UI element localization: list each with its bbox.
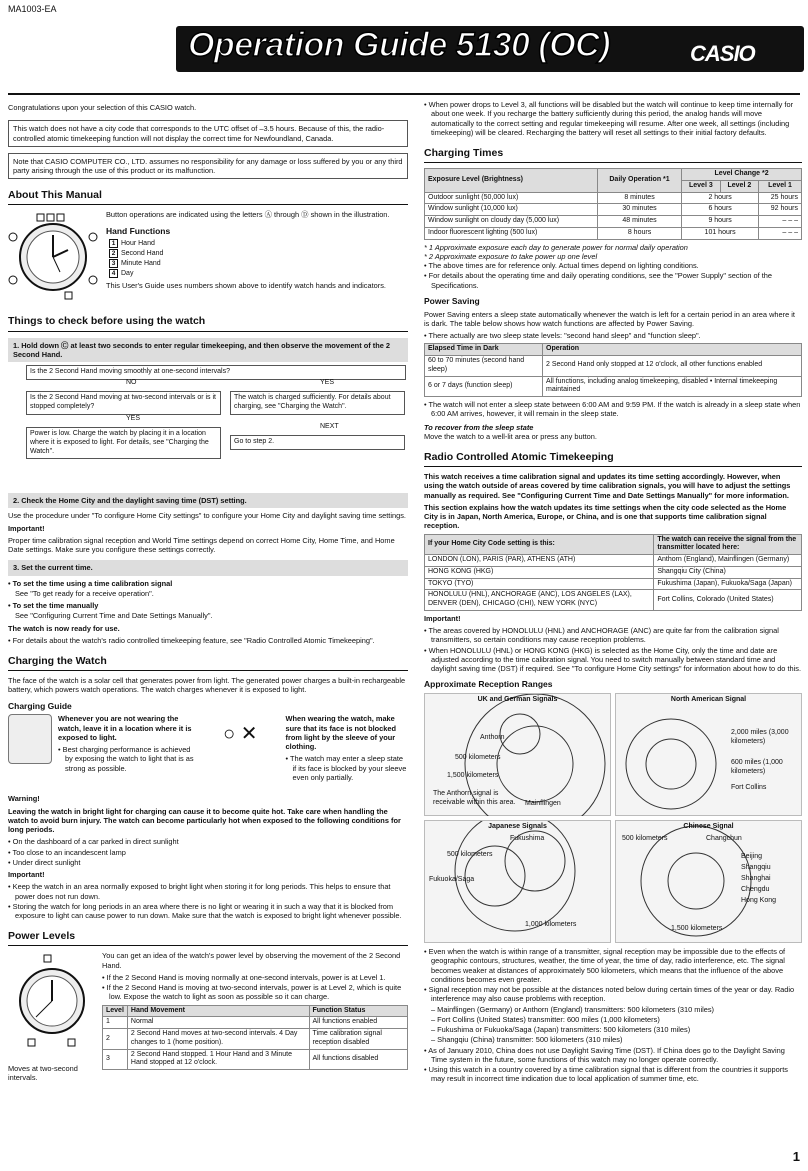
power-cell: 1 — [103, 1017, 128, 1029]
power-cell: Time calibration signal reception disabled — [309, 1029, 408, 1050]
map-label: Fukuoka/Saga — [429, 876, 475, 883]
distance-item: – Fort Collins (United States) transmitter: 600 miles (1,000 kilometers) — [431, 1014, 660, 1024]
ct-cell: 6 hours — [682, 204, 759, 216]
map-label: Beijing — [741, 853, 763, 860]
power-watch — [8, 951, 96, 1085]
ct-cell: 2 hours — [682, 192, 759, 204]
about-footer: This User's Guide uses numbers shown above to identify watch hands and indicators. — [106, 281, 386, 291]
map-label: 2,000 miles (3,000 kilometers) — [731, 729, 789, 745]
map-china — [615, 820, 802, 943]
header-rule — [8, 93, 800, 95]
rc-cell: HONOLULU (HNL), ANCHORAGE (ANC), LOS ANGELES (LAX), DENVER (DEN), CHICAGO (CHI), NEW YORK (NYC) — [425, 590, 654, 611]
ct-col: Level 3 — [682, 180, 720, 192]
power-cell: 3 — [103, 1049, 128, 1070]
map-label: 600 miles (1,000 kilometers) — [731, 759, 783, 775]
warning-item: • Under direct sunlight — [8, 858, 408, 867]
ct-cell: 30 minutes — [597, 204, 681, 216]
ct-col: Exposure Level (Brightness) — [425, 169, 598, 193]
sleeve-icons: ○ ✕ — [223, 723, 258, 746]
left-column — [8, 100, 408, 1085]
power-cell: 2 — [103, 1029, 128, 1050]
ct-cell: 48 minutes — [597, 216, 681, 228]
rc-cell: Fukushima (Japan), Fukuoka/Saga (Japan) — [654, 578, 802, 590]
final-item: • Using this watch in a country covered by a time calibration signal that is different from the countries it supports may result in incorrect time indication due to local application of summer time, etc. — [424, 1065, 802, 1084]
ct-col: Level 2 — [720, 180, 758, 192]
distance-item: – Mainflingen (Germany) or Anthorn (England) transmitters: 500 kilometers (310 miles) — [431, 1004, 715, 1014]
map-label: 1,500 kilometers — [671, 925, 723, 932]
ct-bullet: • For details about the operating time and daily operating conditions, see the "Power Supply" section of the Specifications. — [424, 271, 802, 290]
step-3b: • To set the time manually — [8, 601, 408, 610]
charging-guide-title: Charging Guide — [8, 700, 72, 711]
map-title: UK and German Signals — [477, 696, 558, 703]
distance-list — [424, 1005, 802, 1045]
note-box-2: Note that CASIO COMPUTER CO., LTD. assumes no responsibility for any damage or loss suffered by you or any third party arising through the use of this product or its malfunction. — [8, 153, 408, 180]
flow-q2: Is the 2 Second Hand moving at two-second intervals or is it stopped completely? — [26, 391, 221, 415]
step-1: 1. Hold down Ⓒ at least two seconds to enter regular timekeeping, and then observe the movement of the 2 Second Hand. — [8, 338, 408, 363]
power-heading: Power Levels — [8, 930, 408, 946]
map-label: 500 kilometers — [622, 835, 668, 842]
map-title: North American Signal — [670, 696, 747, 703]
step-2: 2. Check the Home City and the daylight saving time (DST) setting. — [8, 493, 408, 508]
map-label: Fort Collins — [731, 784, 767, 791]
hand-functions-list: 1 Hour Hand 2 Second Hand 3 Minute Hand 4 Day — [106, 239, 166, 278]
power-saving-bullet: • There actually are two sleep state levels: "second hand sleep" and "function sleep". — [424, 331, 802, 340]
guide-left-text: Whenever you are not wearing the watch, leave it in a location where it is exposed to light. — [58, 714, 192, 742]
ct-cell: 8 minutes — [597, 192, 681, 204]
note-box-1: This watch does not have a city code that corresponds to the UTC offset of –3.5 hours. Because of this, the radio-controlled atomic timekeeping function will not display the correct time for Newfoundland, Canada. — [8, 120, 408, 147]
important-label-1: Important! — [8, 523, 45, 533]
charging-guide-right — [286, 714, 408, 794]
charging-guide-left — [58, 714, 195, 794]
page-title: Operation Guide 5130 (OC) — [188, 26, 611, 64]
distance-item: – Fukushima or Fukuoka/Saga (Japan) transmitters: 500 kilometers (310 miles) — [431, 1025, 691, 1034]
ps-col: Elapsed Time in Dark — [425, 344, 543, 356]
ct-note: * 2 Approximate exposure to take power up one level — [424, 251, 598, 261]
map-label: 500 kilometers — [447, 851, 493, 858]
watch-diagram-icon — [8, 210, 98, 305]
power-cell: 2 Second Hand stopped. 1 Hour Hand and 3 Minute Hand stopped at 12 o'clock. — [127, 1049, 309, 1070]
warning-text: Leaving the watch in bright light for charging can cause it to become quite hot. Take care when handling the watch to avoid burn injury. The watch can become particularly hot when exposed to the following conditions for long periods. — [8, 806, 401, 834]
distance-item: – Shangqiu (China) transmitter: 500 kilometers (310 miles) — [431, 1035, 623, 1045]
ct-note: * 1 Approximate exposure each day to generate power for normal daily operation — [424, 242, 688, 252]
power-section — [8, 951, 408, 1085]
manual-code: MA1003-EA — [8, 4, 57, 14]
ct-cell: Outdoor sunlight (50,000 lux) — [425, 192, 598, 204]
flow-yes: YES — [320, 379, 335, 386]
power-bullet: • If the 2 Second Hand is moving at two-second intervals, power is at Level 2, which is quite low. Expose the watch to light as soon as possible so it can charge. — [102, 983, 408, 1002]
flow-yes2: YES — [126, 415, 141, 422]
map-label: Shangqiu — [741, 864, 771, 871]
ct-cell: 8 hours — [597, 227, 681, 239]
step-2-text: Use the procedure under "To configure Home City settings" to configure your Home City and daylight saving time settings. — [8, 511, 406, 521]
map-na-circles-icon — [616, 694, 802, 816]
ready-sub: • For details about the watch's radio controlled timekeeping feature, see "Radio Controlled Atomic Timekeeping". — [8, 636, 408, 645]
map-label: Fukushima — [510, 835, 545, 842]
page-number: 1 — [792, 1148, 800, 1164]
power-col: Hand Movement — [127, 1005, 309, 1017]
watch-illustration — [8, 210, 98, 305]
charging-text: The face of the watch is a solar cell that generates power from light. The generated power charges a built-in rechargeable battery, which powers watch operations. The watch charges whenever it is exposed to light. — [8, 676, 406, 695]
important-label-2: Important! — [8, 870, 45, 879]
map-north-america — [615, 693, 802, 816]
ready-text: The watch is now ready for use. — [8, 623, 120, 633]
ps-cell: 60 to 70 minutes (second hand sleep) — [425, 356, 543, 377]
power-col: Level — [103, 1005, 128, 1017]
radio-table — [424, 534, 802, 611]
about-section — [8, 210, 408, 305]
rc-cell: Fort Collins, Colorado (United States) — [654, 590, 802, 611]
ct-cell: 92 hours — [759, 204, 802, 216]
ps-cell: 6 or 7 days (function sleep) — [425, 376, 543, 397]
important-label-3: Important! — [424, 613, 461, 623]
important-item: • Keep the watch in an area normally exposed to bright light when storing it for long periods. This helps to ensure that power does not run down. — [8, 882, 408, 901]
step-3b-sub: See "Configuring Current Time and Date Settings Manually". — [15, 611, 213, 621]
power-cell: All functions enabled — [309, 1017, 408, 1029]
warning-item: • Too close to an incandescent lamp — [8, 848, 408, 857]
important-item: • Storing the watch for long periods in an area where there is no light or wearing it in such a way that it is blocked from exposure to light can cause power to run down. Make sure that the watch is exposed to bright light whenever possible. — [8, 902, 408, 921]
charging-guide — [8, 714, 408, 794]
flow-low: Power is low. Charge the watch by placing it in a location where it is exposed to light. For details, see "Charging the Watch". — [26, 427, 221, 459]
ct-cell: Indoor fluorescent lighting (500 lux) — [425, 227, 598, 239]
ranges-title: Approximate Reception Ranges — [424, 679, 553, 690]
right-column — [424, 100, 802, 1085]
step-3-list — [8, 579, 408, 621]
ct-cell: Window sunlight (10,000 lux) — [425, 204, 598, 216]
ct-col: Daily Operation *1 — [597, 169, 681, 193]
power-cell: Normal — [127, 1017, 309, 1029]
power-watch-icon — [8, 951, 96, 1061]
rc-cell: HONG KONG (HKG) — [425, 566, 654, 578]
flow-charged: The watch is charged sufficiently. For details about charging, see "Charging the Watch". — [230, 391, 405, 415]
map-label: 500 kilometers — [455, 754, 501, 761]
map-label: Anthorn — [480, 734, 505, 741]
charging-heading: Charging the Watch — [8, 655, 408, 671]
map-title: Chinese Signal — [683, 823, 734, 830]
ct-cell: Window sunlight on cloudy day (5,000 lux) — [425, 216, 598, 228]
important-item: • When HONOLULU (HNL) or HONG KONG (HKG) is selected as the Home City, only the time and date are adjusted according to the time calibration signal. You need to switch manually between standard time and daylight saving time (DST) if required. See "To configure Home City settings" for information about how to do this. — [424, 646, 802, 674]
rc-cell: Anthorn (England), Mainflingen (Germany) — [654, 555, 802, 567]
hand-1-label: Hour Hand — [121, 240, 155, 248]
important-list-2 — [8, 882, 408, 920]
power-saving-bullet-2: • The watch will not enter a sleep state between 6:00 AM and 9:59 PM. If the watch is already in a sleep state when 6:00 AM arrives, however, it will remain in the sleep state. — [424, 400, 802, 419]
final-item: • Even when the watch is within range of a transmitter, signal reception may be impossible due to the effects of geographic contours, structures, weather, the time of year, the time of day, radio interference, etc. The signal becomes weaker at distances of approximately 500 kilometers, which means that the influence of the above conditions becomes even greater. — [424, 947, 802, 984]
power-intro: You can get an idea of the watch's power level by observing the movement of the 2 Second Hand. — [102, 951, 401, 970]
radio-text-2: This section explains how the watch updates its time settings when the city code selected as the Home City is in Japan, North America, Europe, or China, and is one that supports time calibration signal reception. — [424, 502, 787, 531]
radio-heading: Radio Controlled Atomic Timekeeping — [424, 451, 802, 467]
power-cell: All functions disabled — [309, 1049, 408, 1070]
step-3: 3. Set the current time. — [8, 560, 408, 575]
about-text: Button operations are indicated using the letters Ⓐ through Ⓓ shown in the illustration. — [106, 210, 390, 220]
important-item: • The areas covered by HONOLULU (HNL) and ANCHORAGE (ANC) are quite far from the calibration signal transmitters, so certain conditions may cause reception problems. — [424, 626, 802, 645]
hand-2-label: Second Hand — [121, 250, 164, 257]
ct-cell: 101 hours — [682, 227, 759, 239]
rc-cell: Shangqiu City (China) — [654, 566, 802, 578]
warning-label: Warning! — [8, 794, 40, 804]
hand-functions-title: Hand Functions — [106, 225, 171, 236]
power-col: Function Status — [309, 1005, 408, 1017]
check-flowchart — [8, 365, 408, 487]
map-uk-german — [424, 693, 611, 816]
charging-times-heading: Charging Times — [424, 147, 802, 163]
reception-maps — [424, 693, 802, 943]
rc-cell: TOKYO (TYO) — [425, 578, 654, 590]
ct-cell: 25 hours — [759, 192, 802, 204]
ct-bullet: • The above times are for reference only. Actual times depend on lighting conditions. — [424, 261, 802, 270]
power-saving-heading: Power Saving — [424, 295, 480, 306]
step-3a-sub: See "To get ready for a receive operation". — [15, 588, 154, 598]
map-label: Hong Kong — [741, 897, 777, 904]
power-cell: 2 Second Hand moves at two-second intervals. 4 Day changes to 1 (home position). — [127, 1029, 309, 1050]
step-3a: • To set the time using a time calibration signal — [8, 579, 408, 588]
flow-no: NO — [126, 379, 137, 386]
final-list — [424, 947, 802, 1004]
map-label: 1,000 kilometers — [525, 921, 577, 928]
important-text-1: Proper time calibration signal reception and World Time settings depend on correct Home City, Home Time, and Home Date settings. Make sure you configure these settings correctly. — [8, 535, 395, 554]
map-japan — [424, 820, 611, 943]
ct-col: Level Change *2 — [682, 169, 802, 181]
power-table — [102, 1005, 408, 1071]
power-bullet: • If the 2 Second Hand is moving normally at one-second intervals, power is at Level 1. — [102, 973, 408, 982]
congrats-text: Congratulations upon your selection of this CASIO watch. — [8, 103, 197, 112]
map-label: Chengdu — [741, 886, 770, 893]
hand-3-label: Minute Hand — [121, 259, 161, 267]
map-label: Mainflingen — [525, 800, 561, 807]
brand-logo: CASIO — [690, 41, 755, 66]
power-saving-table — [424, 343, 802, 397]
ps-cell: All functions, including analog timekeeping, disabled • Internal timekeeping maintained — [543, 376, 802, 397]
final-item: • As of January 2010, China does not use Daylight Saving Time (DST). If China does go to the Daylight Saving Time system in the future, some functions of this watch may no longer operate correctly. — [424, 1046, 802, 1065]
rc-col: If your Home City Code setting is this: — [425, 534, 654, 555]
map-label: The Anthorn signal is receivable within this area. — [433, 790, 516, 806]
sunlight-watch-icon — [8, 714, 52, 764]
rc-col: The watch can receive the signal from the transmitter located here: — [654, 534, 802, 555]
flow-next: NEXT — [320, 423, 339, 430]
final-item: • Signal reception may not be possible at the distances noted below during certain times of the year or day. Radio interference may also cause problems with reception. — [424, 985, 802, 1004]
radio-text-1: This watch receives a time calibration signal and updates its time setting accordingly. However, when using the watch outside of areas covered by time calibration signals, you will have to adjust the settings manually as required. See "Configuring Current Time and Date Settings Manually" for more information. — [424, 472, 791, 500]
ct-cell: 9 hours — [682, 216, 759, 228]
warning-list — [8, 837, 408, 867]
map-label: Shanghai — [741, 875, 771, 882]
power-body — [102, 951, 408, 1085]
ct-col: Level 1 — [759, 180, 802, 192]
level3-text: • When power drops to Level 3, all functions will be disabled but the watch will continue to keep time internally for about one week. If you recharge the battery sufficiently during this period, the analog hands will move automatically to the correct setting and regular timekeeping will resume. After one week, all settings (including timekeeping) will be cleared. Recharging the battery will reset all settings to their initial factory defaults. — [424, 100, 802, 137]
ct-cell: – – – — [759, 227, 802, 239]
recover-title: To recover from the sleep state — [424, 422, 534, 432]
about-heading: About This Manual — [8, 189, 408, 205]
guide-left-bullet: • Best charging performance is achieved by exposing the watch to light that is as strong as possible. — [58, 745, 195, 773]
flow-goto: Go to step 2. — [230, 435, 405, 450]
rc-cell: LONDON (LON), PARIS (PAR), ATHENS (ATH) — [425, 555, 654, 567]
charging-times-table — [424, 168, 802, 240]
power-saving-text: Power Saving enters a sleep state automatically whenever the watch is left for a certain period in an area where it is dark. The table below shows how watch functions are affected by Power Saving. — [424, 309, 795, 328]
flow-q1: Is the 2 Second Hand moving smoothly at one-second intervals? — [26, 365, 406, 380]
power-caption: Moves at two-second intervals. — [8, 1063, 78, 1082]
ps-cell: 2 Second Hand only stopped at 12 o'clock, all other functions enabled — [543, 356, 802, 377]
map-title: Japanese Signals — [488, 823, 547, 830]
ps-col: Operation — [543, 344, 802, 356]
ct-cell: – – – — [759, 216, 802, 228]
recover-text: Move the watch to a well-lit area or press any button. — [424, 431, 597, 441]
check-heading: Things to check before using the watch — [8, 315, 408, 331]
warning-item: • On the dashboard of a car parked in direct sunlight — [8, 837, 408, 846]
guide-right-bullet: • The watch may enter a sleep state if its face is blocked by your sleeve even only partially. — [286, 754, 408, 782]
map-label: Changchun — [706, 835, 742, 842]
guide-right-text: When wearing the watch, make sure that its face is not blocked from light by the sleeve of your clothing. — [285, 714, 397, 751]
map-label: 1,500 kilometers — [447, 772, 499, 779]
hand-4-label: Day — [121, 269, 134, 277]
